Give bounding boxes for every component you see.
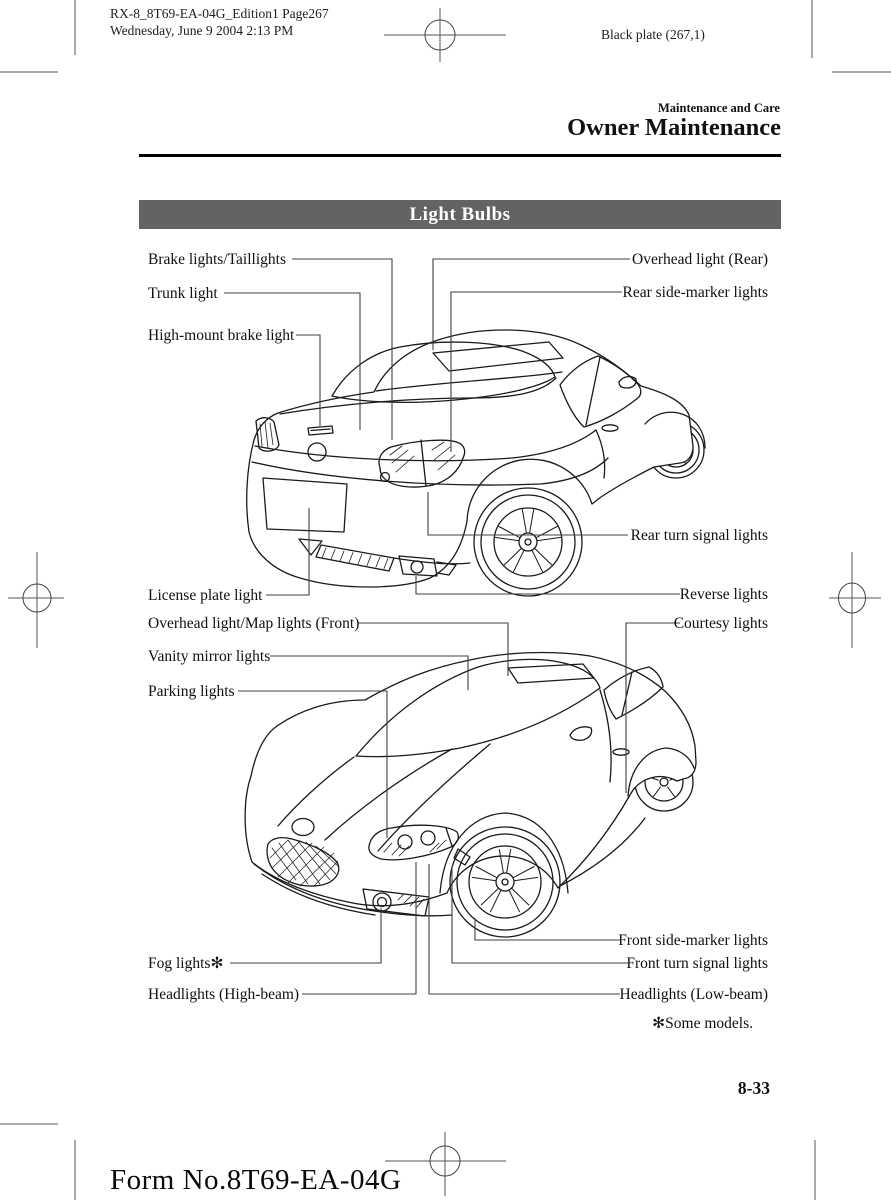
label-overhead-light-map-lights-front: Overhead light/Map lights (Front) <box>148 615 360 632</box>
label-front-side-marker-lights: Front side-marker lights <box>618 932 768 949</box>
label-reverse-lights: Reverse lights <box>679 586 768 603</box>
car-front-view <box>245 653 696 937</box>
label-overhead-light-rear: Overhead light (Rear) <box>632 251 768 268</box>
page-title: Owner Maintenance <box>567 114 781 141</box>
label-high-mount-brake-light: High-mount brake light <box>148 327 295 344</box>
label-courtesy-lights: Courtesy lights <box>673 615 768 632</box>
label-vanity-mirror-lights: Vanity mirror lights <box>148 648 271 665</box>
label-fog-lights: Fog lights✻ <box>148 955 224 972</box>
rear-view-rear-wheel <box>474 488 582 596</box>
label-some-models-note: ✻Some models. <box>652 1015 753 1032</box>
label-parking-lights: Parking lights <box>148 683 235 700</box>
section-banner-label: Light Bulbs <box>409 203 511 225</box>
label-license-plate-light: License plate light <box>148 587 263 604</box>
print-date-line: Wednesday, June 9 2004 2:13 PM <box>110 22 294 38</box>
page-number: 8-33 <box>737 1078 770 1098</box>
form-number: Form No.8T69-EA-04G <box>110 1164 402 1196</box>
label-front-turn-signal-lights: Front turn signal lights <box>626 955 768 972</box>
label-brake-lights-taillights: Brake lights/Taillights <box>148 251 286 268</box>
car-rear-view <box>247 330 705 596</box>
print-file-line: RX-8_8T69-EA-04G_Edition1 Page267 <box>110 6 329 21</box>
plate-note: Black plate (267,1) <box>601 27 705 42</box>
chapter-kicker: Maintenance and Care <box>658 101 780 115</box>
label-rear-side-marker-lights: Rear side-marker lights <box>622 284 768 301</box>
label-headlights-low-beam: Headlights (Low-beam) <box>619 986 768 1003</box>
label-trunk-light: Trunk light <box>148 285 218 302</box>
label-rear-turn-signal-lights: Rear turn signal lights <box>630 527 768 544</box>
label-headlights-high-beam: Headlights (High-beam) <box>148 986 300 1003</box>
